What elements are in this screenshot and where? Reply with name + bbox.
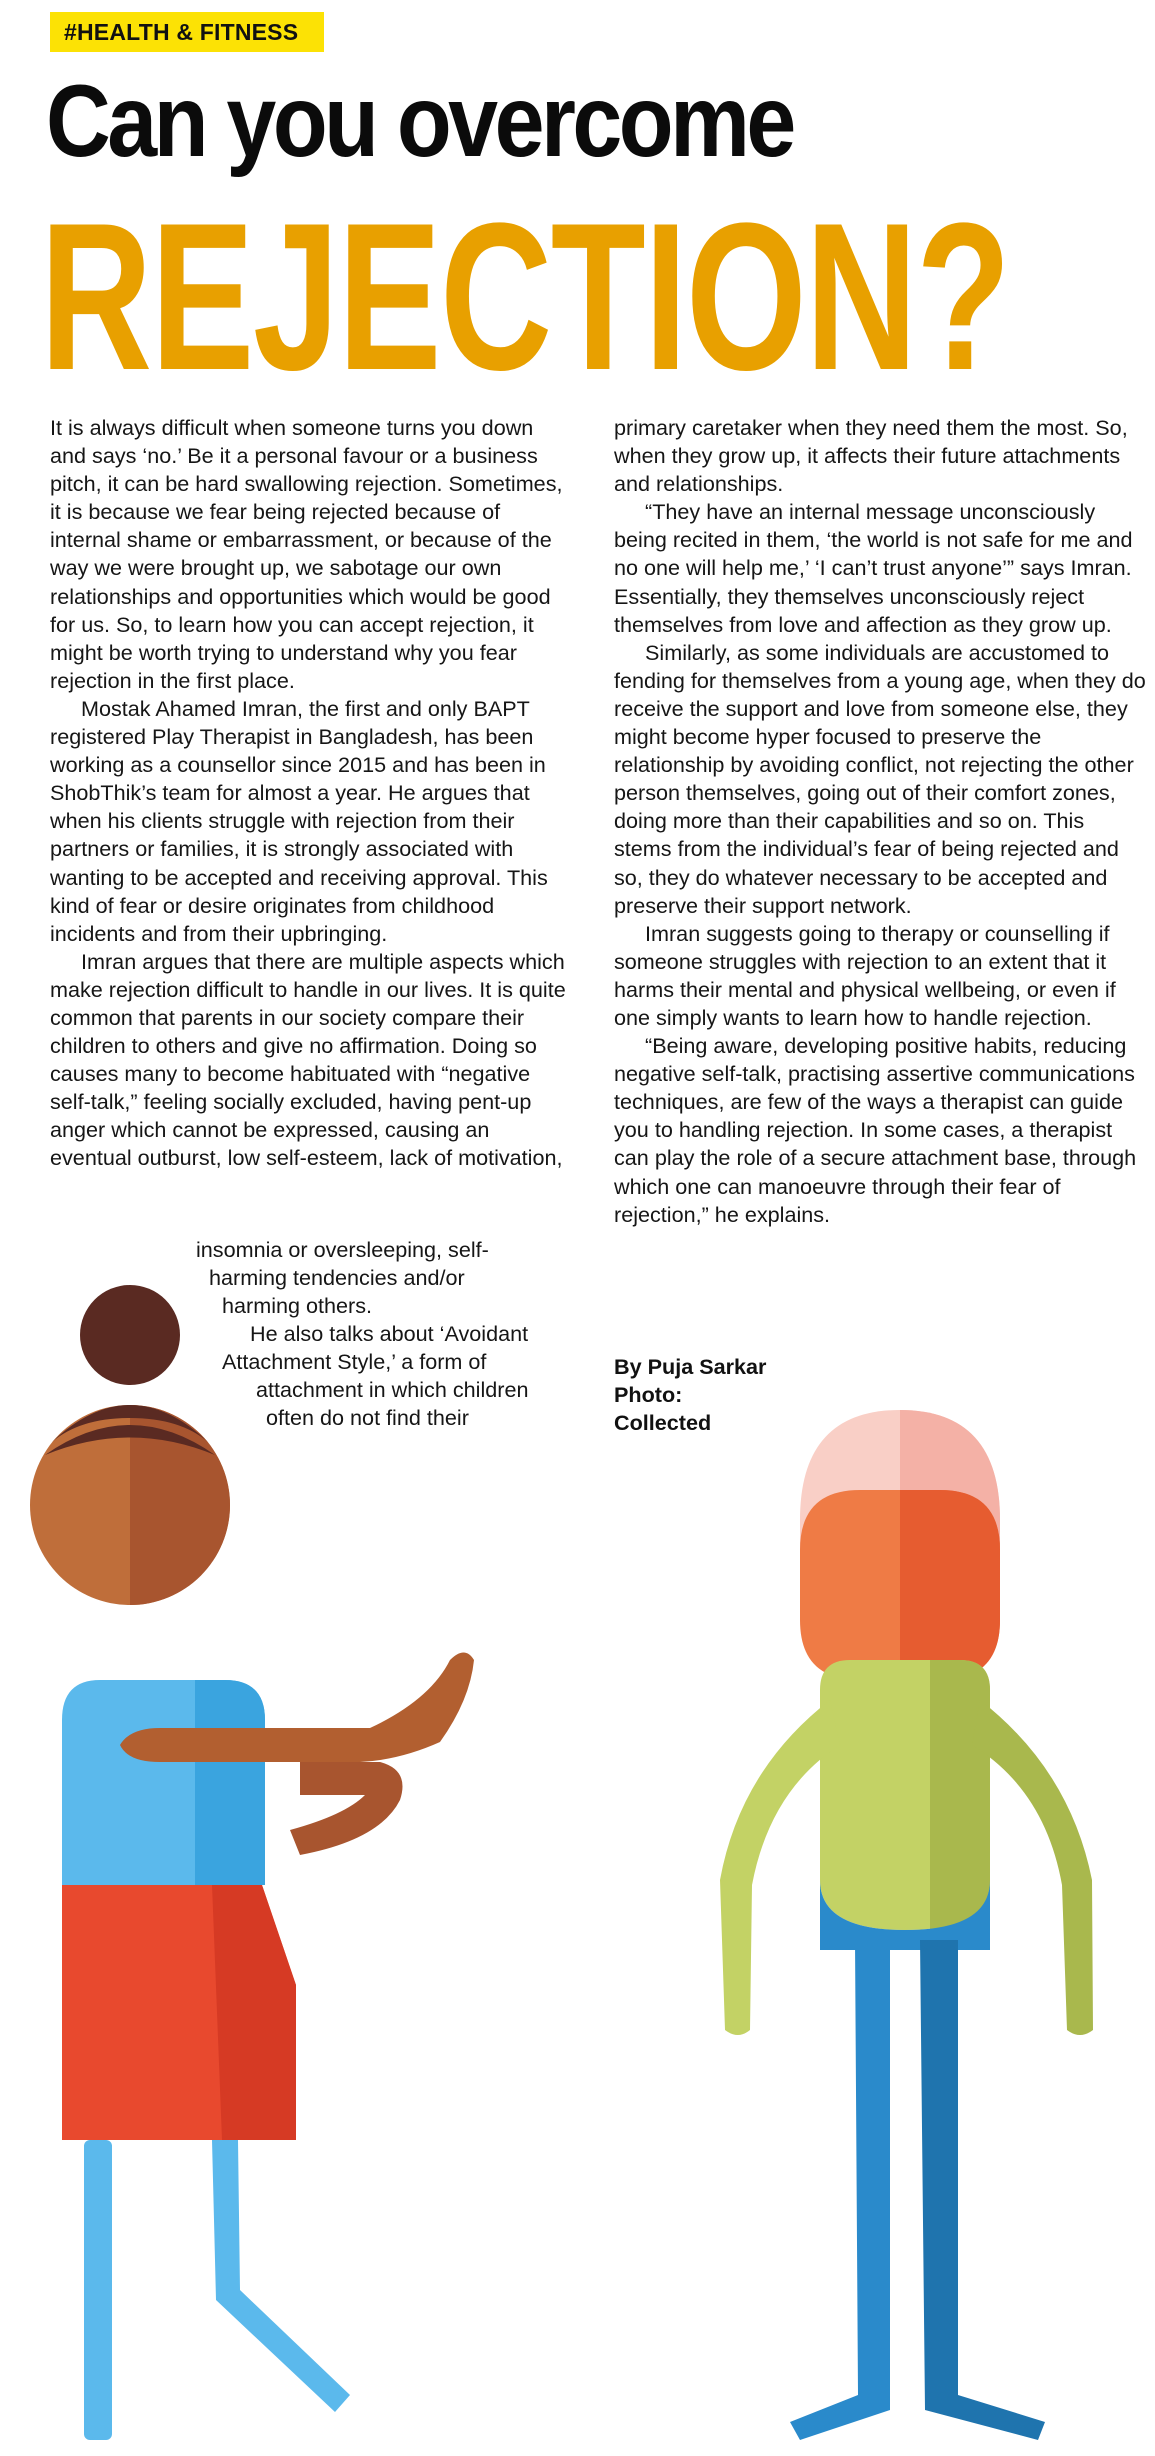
section-tag-label: #HEALTH & FITNESS xyxy=(64,19,299,45)
wrap-line: Attachment Style,’ a form of xyxy=(222,1349,487,1374)
left-figure-illustration xyxy=(30,1285,474,2440)
left-figure-leg-left xyxy=(84,2140,112,2440)
wrap-line: insomnia or oversleeping, self- xyxy=(196,1237,489,1262)
headline-line1: Can you overcome xyxy=(46,64,793,178)
left-figure-shirt-shade xyxy=(195,1680,265,1885)
right-figure-shirt-shade xyxy=(930,1660,990,1930)
right-figure-illustration xyxy=(720,1410,1093,2440)
wrap-line: harming tendencies and/or xyxy=(209,1265,465,1290)
right-figure-arm-right xyxy=(972,1700,1093,2035)
right-figure-leg-right xyxy=(920,1940,1045,2440)
byline-photo-credit: Collected xyxy=(614,1410,712,1435)
wrap-line: harming others. xyxy=(222,1293,373,1318)
paragraph-similarly: Similarly, as some individuals are accustomed to fending for themselves from a young age, when they do receive the support and love from someone else, they might become hyper focused to preserve the relationship by avoiding conflict, not rejecting the other person themselves, going out of their comfort zones, doing more than their capabilities and so on. This stems from the individual’s fear of being rejected and so, they do whatever necessary to be accepted and preserve their support network. xyxy=(614,639,1146,918)
paragraph-intro: It is always difficult when someone turns you down and says ‘no.’ Be it a personal favour or a business pitch, it can be hard swallowing rejection. Sometimes, it is because we fear being rejected because of internal shame or embarrassment, or because of the way we were brought up, we sabotage our own relationships and opportunities which would be good for us. So, to learn how you can accept rejection, it might be worth trying to understand why you fear rejection in the first place. xyxy=(50,415,563,693)
paragraph-quote: “They have an internal message unconsciously being recited in them, ‘the world is not safe for me and no one will help me,’ ‘I can’t trust anyone’” says Imran. Essentially, they themselves unconsciously reject themselves from love and affection as they grow up. xyxy=(614,499,1133,637)
byline-photo-label: Photo: xyxy=(614,1382,683,1407)
paragraph-caretaker: primary caretaker when they need them the most. So, when they grow up, it affects their future attachments and relationships. xyxy=(614,415,1128,497)
wrap-line: often do not find their xyxy=(266,1405,469,1430)
right-figure-face-shade xyxy=(900,1490,1000,1680)
paragraph-aspects: Imran argues that there are multiple aspects which make rejection difficult to handle in our lives. It is quite common that parents in our society compare their children to others and give no affirmation. Doing so causes many to become habituated with “negative self-talk,” feeling socially excluded, having pent-up anger which cannot be expressed, causing an eventual outburst, low self-esteem, lack of motivation, xyxy=(50,948,566,1171)
left-figure-bun xyxy=(80,1285,180,1385)
headline-line2: REJECTION? xyxy=(40,179,1010,414)
left-figure-leg-right xyxy=(212,2140,350,2412)
wrap-line: attachment in which children xyxy=(256,1377,529,1402)
left-figure-skirt-shade xyxy=(212,1885,296,2140)
wrap-line: He also talks about ‘Avoidant xyxy=(250,1321,529,1346)
byline-author: By Puja Sarkar xyxy=(614,1354,767,1379)
paragraph-imran-intro: Mostak Ahamed Imran, the first and only BAPT registered Play Therapist in Bangladesh, has been working as a counsellor since 2015 and has been in ShobThik’s team for almost a year. He argues that when his clients struggle with rejection from their partners or families, it is strongly associated with wanting to be accepted and receiving approval. This kind of fear or desire originates from childhood incidents and from their upbringing. xyxy=(50,695,548,946)
paragraph-therapy: Imran suggests going to therapy or counselling if someone struggles with rejection to an extent that it harms their mental and physical wellbeing, or even if one simply wants to learn how to handle rejection. xyxy=(614,920,1116,1030)
right-figure-leg-left xyxy=(790,1940,890,2440)
left-figure-arm-lower xyxy=(290,1762,403,1855)
paragraph-closing-quote: “Being aware, developing positive habits, reducing negative self-talk, practising assertive communications techniques, are few of the ways a therapist can guide you to handling rejection. In some cases, a therapist can play the role of a secure attachment base, through which one can manoeuvre through their fear of rejection,” he explains. xyxy=(614,1033,1137,1227)
